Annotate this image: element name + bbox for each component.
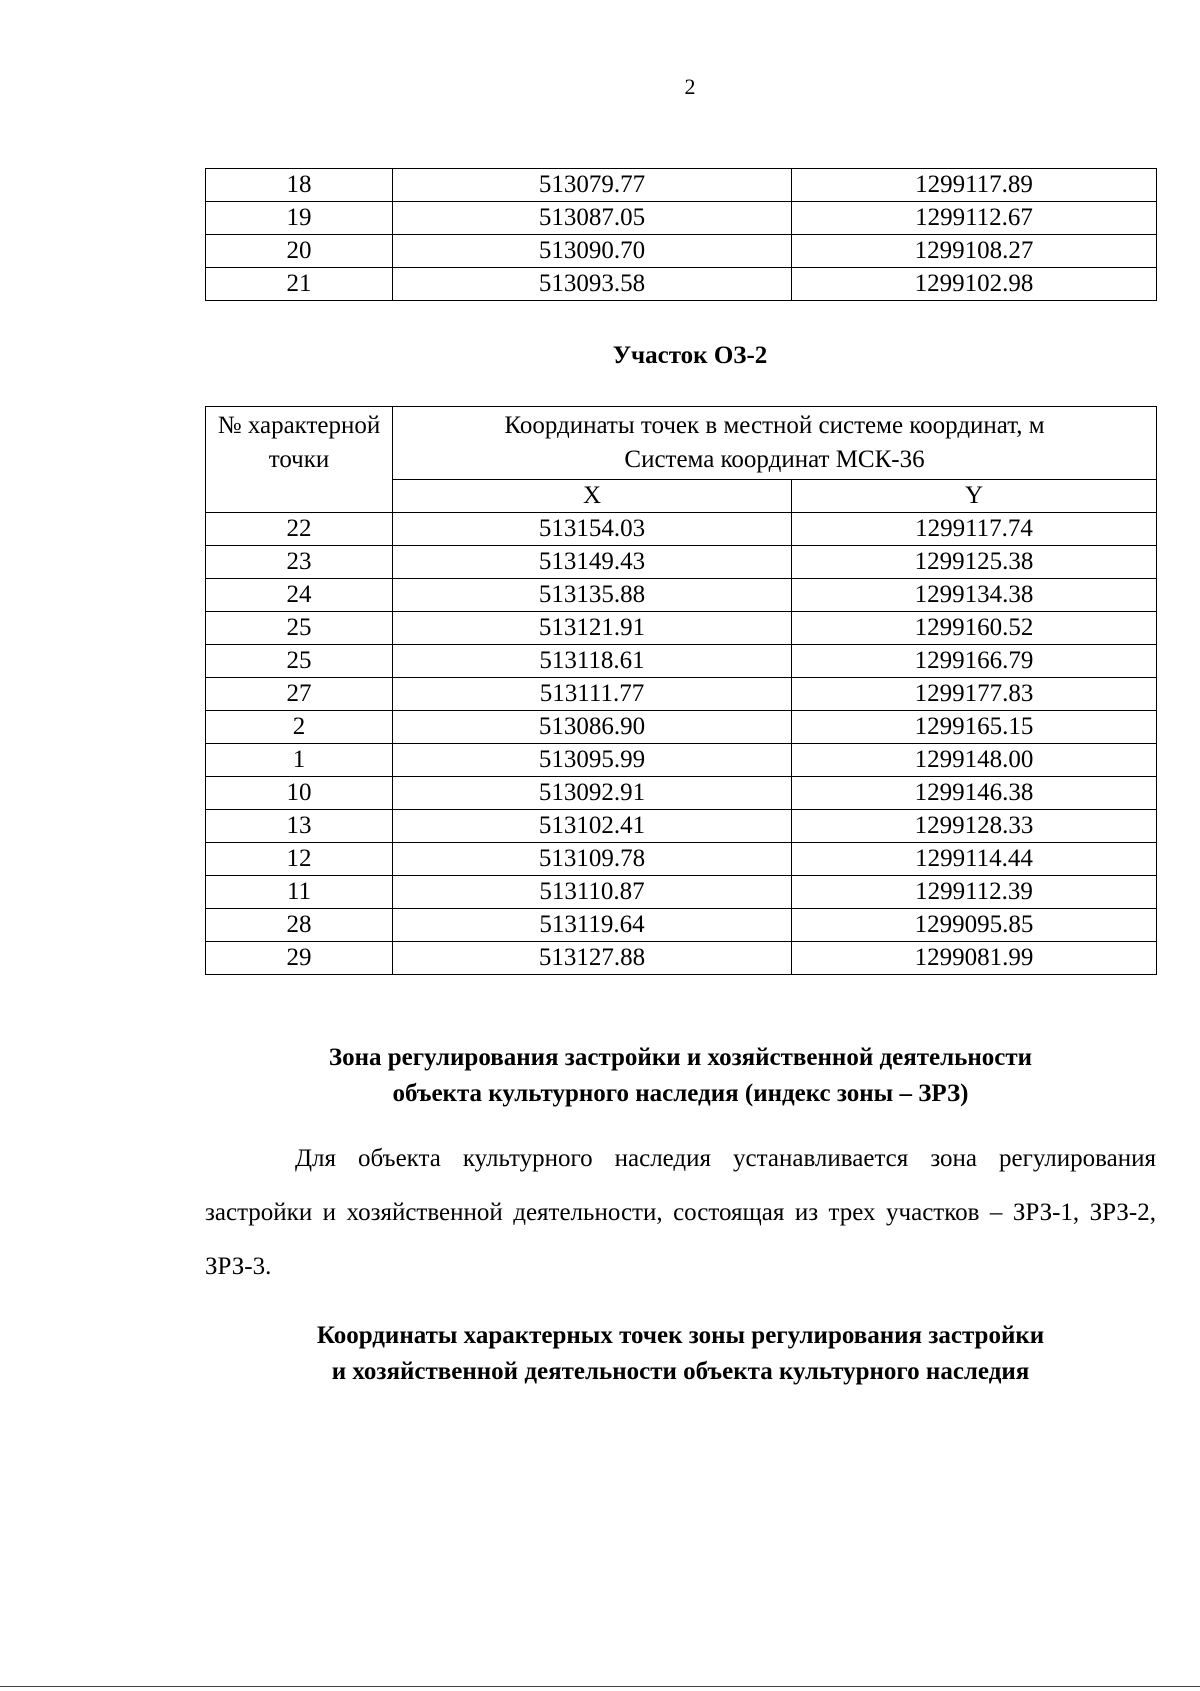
cell-x: 513095.99 (393, 744, 792, 777)
cell-point-number: 2 (206, 711, 393, 744)
page-number: 2 (684, 74, 696, 99)
coordinates-table-continued-body (206, 169, 1157, 301)
cell-y: 1299102.98 (792, 268, 1157, 301)
cell-point-number: 13 (206, 810, 393, 843)
zone-coordinates-title (205, 1318, 1156, 1390)
cell-x: 513090.70 (393, 235, 792, 268)
cell-point-number: 1 (206, 744, 393, 777)
coordinates-table-oz2-body (206, 513, 1157, 975)
cell-x: 513118.61 (393, 645, 792, 678)
cell-y: 1299166.79 (792, 645, 1157, 678)
cell-x: 513110.87 (393, 876, 792, 909)
cell-x: 513093.58 (393, 268, 792, 301)
table-row (206, 579, 1157, 612)
cell-point-number: 29 (206, 942, 393, 975)
table-row (206, 711, 1157, 744)
cell-y: 1299081.99 (792, 942, 1157, 975)
cell-x: 513154.03 (393, 513, 792, 546)
cell-point-number: 18 (206, 169, 393, 202)
cell-y: 1299112.67 (792, 202, 1157, 235)
table-row (206, 744, 1157, 777)
table-row (206, 909, 1157, 942)
cell-point-number: 23 (206, 546, 393, 579)
table-row (206, 645, 1157, 678)
cell-point-number: 19 (206, 202, 393, 235)
cell-point-number: 21 (206, 268, 393, 301)
cell-y: 1299114.44 (792, 843, 1157, 876)
cell-y: 1299112.39 (792, 876, 1157, 909)
cell-x: 513135.88 (393, 579, 792, 612)
cell-point-number: 27 (206, 678, 393, 711)
table-row (206, 843, 1157, 876)
cell-y: 1299177.83 (792, 678, 1157, 711)
table-row (206, 678, 1157, 711)
table-row (206, 942, 1157, 975)
zone-coordinates-title-line2: и хозяйственной деятельности объекта культурного наследия (331, 1358, 1030, 1385)
table-row (206, 777, 1157, 810)
header-coordinates (393, 407, 1157, 480)
cell-y: 1299095.85 (792, 909, 1157, 942)
cell-x: 513087.05 (393, 202, 792, 235)
zone-title-zrz (205, 1040, 1156, 1112)
cell-y: 1299148.00 (792, 744, 1157, 777)
cell-y: 1299134.38 (792, 579, 1157, 612)
cell-y: 1299128.33 (792, 810, 1157, 843)
bottom-rule (0, 1686, 1200, 1687)
cell-point-number: 25 (206, 645, 393, 678)
table-row (206, 169, 1157, 202)
table-row (206, 876, 1157, 909)
cell-y: 1299117.89 (792, 169, 1157, 202)
table-row (206, 268, 1157, 301)
header-point-number: № характерной точки (206, 407, 393, 513)
cell-x: 513119.64 (393, 909, 792, 942)
cell-point-number: 24 (206, 579, 393, 612)
table-row (206, 612, 1157, 645)
cell-point-number: 25 (206, 612, 393, 645)
zone-title-line2: объекта культурного наследия (индекс зоны – ЗРЗ) (392, 1080, 969, 1107)
header-coordinates-line1: Координаты точек в местной системе координат, м (504, 412, 1045, 439)
cell-point-number: 20 (206, 235, 393, 268)
cell-x: 513086.90 (393, 711, 792, 744)
cell-point-number: 12 (206, 843, 393, 876)
header-y: Y (792, 480, 1157, 513)
cell-point-number: 22 (206, 513, 393, 546)
cell-x: 513109.78 (393, 843, 792, 876)
cell-x: 513121.91 (393, 612, 792, 645)
section-title-oz2: Участок ОЗ-2 (612, 342, 768, 369)
header-x: X (393, 480, 792, 513)
zone-description-paragraph: Для объекта культурного наследия устанавливается зона регулирования застройки и хозяйственной деятельности, состоящая из трех участков – ЗРЗ-1, ЗРЗ-2, ЗРЗ-3. (205, 1145, 1156, 1280)
cell-x: 513079.77 (393, 169, 792, 202)
zone-coordinates-title-line1: Координаты характерных точек зоны регулирования застройки (316, 1322, 1045, 1349)
coordinates-table-continued (205, 168, 1157, 301)
table-row (206, 235, 1157, 268)
coordinates-table-oz2 (205, 406, 1157, 975)
cell-y: 1299165.15 (792, 711, 1157, 744)
cell-y: 1299160.52 (792, 612, 1157, 645)
cell-x: 513102.41 (393, 810, 792, 843)
table-row (206, 546, 1157, 579)
cell-point-number: 28 (206, 909, 393, 942)
cell-x: 513127.88 (393, 942, 792, 975)
cell-y: 1299125.38 (792, 546, 1157, 579)
table-header-row (206, 407, 1157, 480)
table-row (206, 810, 1157, 843)
table-row (206, 202, 1157, 235)
zone-title-line1: Зона регулирования застройки и хозяйственной деятельности (328, 1044, 1033, 1071)
cell-point-number: 10 (206, 777, 393, 810)
cell-y: 1299117.74 (792, 513, 1157, 546)
table-row (206, 513, 1157, 546)
cell-y: 1299146.38 (792, 777, 1157, 810)
cell-x: 513092.91 (393, 777, 792, 810)
cell-x: 513149.43 (393, 546, 792, 579)
cell-point-number: 11 (206, 876, 393, 909)
cell-x: 513111.77 (393, 678, 792, 711)
cell-y: 1299108.27 (792, 235, 1157, 268)
header-coordinates-line2: Система координат МСК-36 (624, 446, 925, 473)
